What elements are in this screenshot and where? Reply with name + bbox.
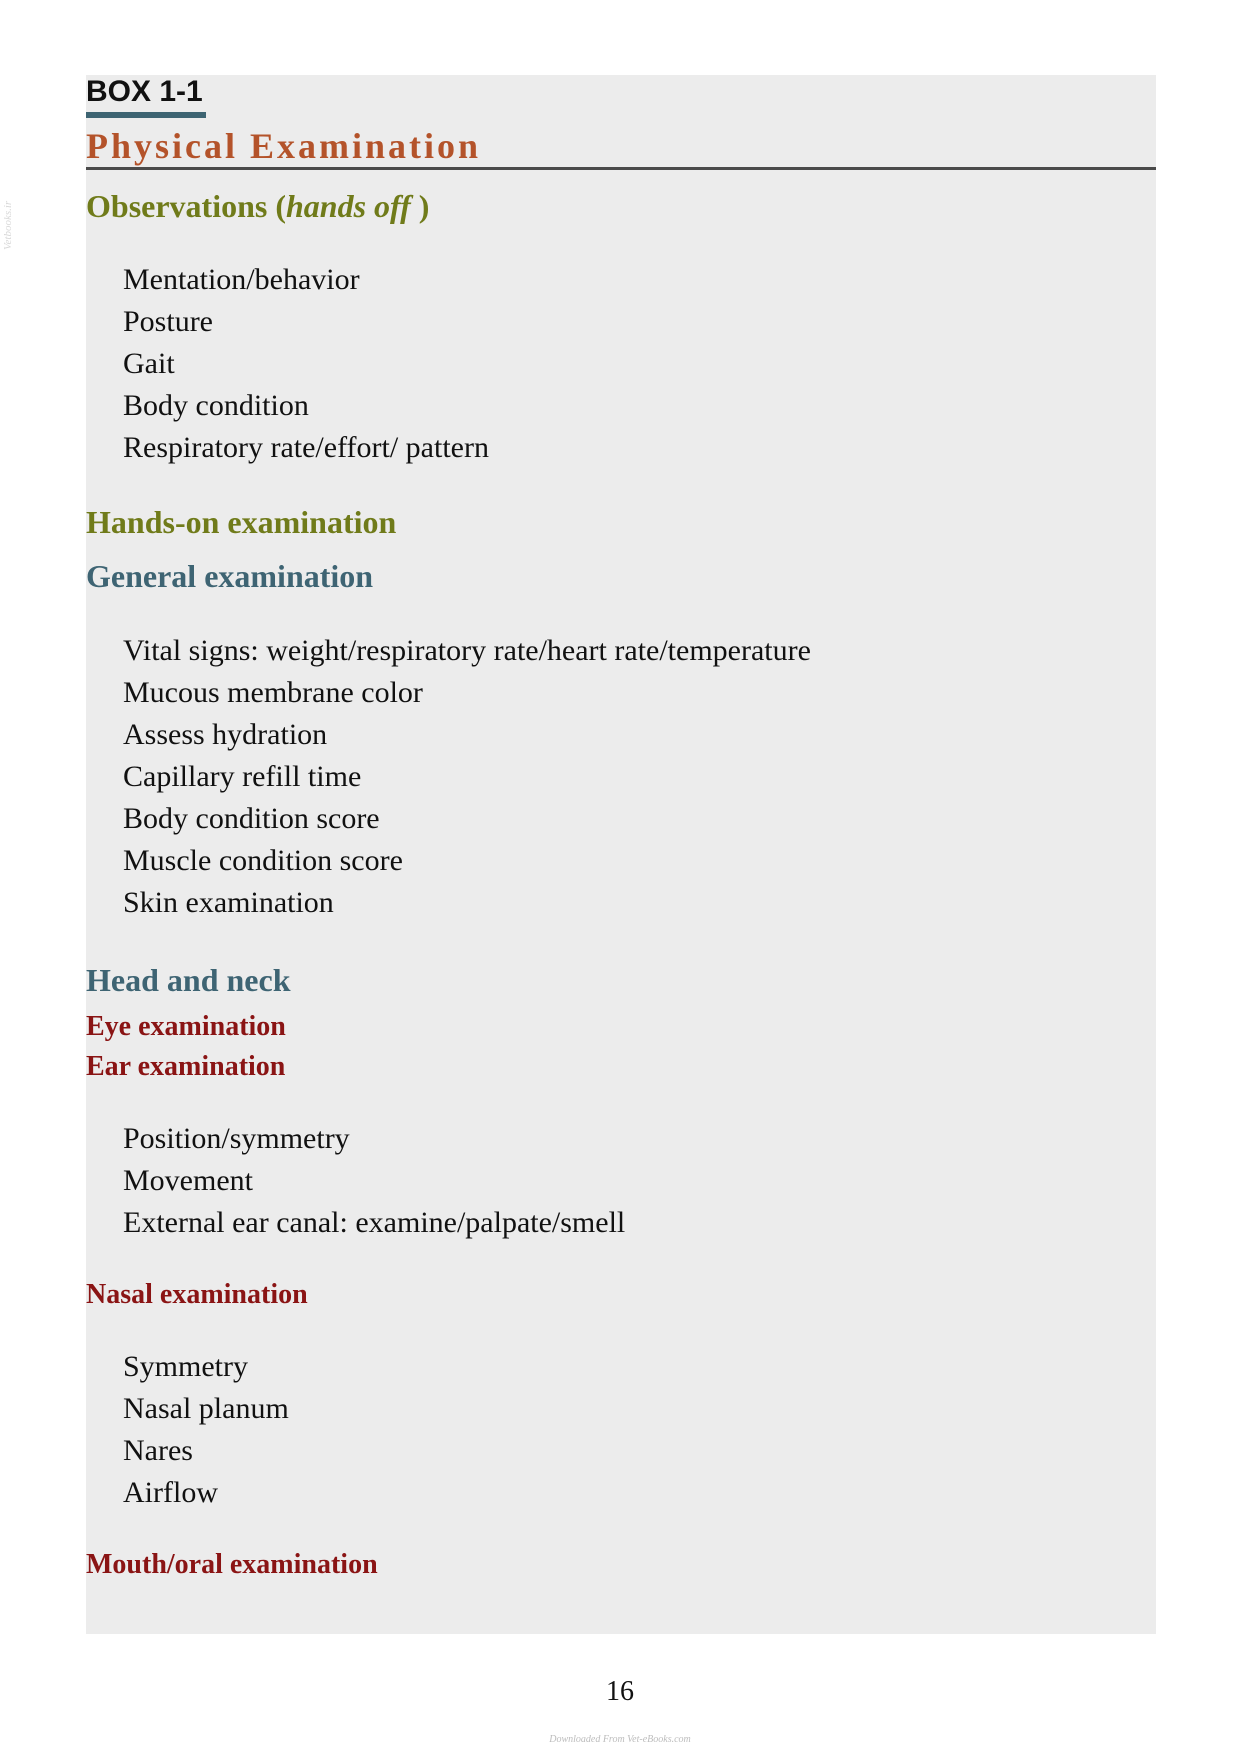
list-item: Symmetry — [123, 1350, 248, 1383]
list-item: Skin examination — [123, 886, 334, 919]
list-item: Mucous membrane color — [123, 676, 423, 709]
list-item: Airflow — [123, 1476, 218, 1509]
heading-observations-main: Observations ( — [86, 188, 286, 224]
list-item: Respiratory rate/effort/ pattern — [123, 431, 489, 464]
heading-observations-italic: hands off — [286, 188, 411, 224]
heading-hands-on: Hands-on examination — [86, 504, 397, 540]
list-item: Muscle condition score — [123, 844, 403, 877]
heading-nasal: Nasal examination — [86, 1279, 308, 1310]
box-title: Physical Examination — [86, 126, 482, 166]
list-item: Nares — [123, 1434, 193, 1467]
heading-head-neck: Head and neck — [86, 962, 291, 998]
list-item: Movement — [123, 1164, 253, 1197]
general-list — [123, 630, 811, 924]
observations-list — [123, 259, 489, 469]
list-item: Posture — [123, 305, 213, 338]
page-number: 16 — [606, 1676, 634, 1707]
ear-list — [123, 1118, 625, 1244]
list-item: External ear canal: examine/palpate/smell — [123, 1206, 626, 1239]
title-divider — [86, 167, 1156, 170]
list-item: Gait — [123, 347, 175, 380]
nasal-list — [123, 1346, 289, 1514]
heading-mouth: Mouth/oral examination — [86, 1549, 378, 1580]
list-item: Assess hydration — [123, 718, 328, 751]
list-item: Capillary refill time — [123, 760, 362, 793]
list-item: Position/symmetry — [123, 1122, 350, 1155]
list-item: Body condition — [123, 389, 309, 422]
heading-observations — [86, 186, 429, 226]
box-label-underline — [86, 112, 206, 118]
list-item: Body condition score — [123, 802, 380, 835]
heading-ear: Ear examination — [86, 1051, 286, 1082]
list-item: Vital signs: weight/respiratory rate/heart rate/temperature — [123, 634, 811, 667]
footer-watermark: Downloaded From Vet-eBooks.com — [549, 1734, 691, 1745]
list-item: Nasal planum — [123, 1392, 289, 1425]
list-item: Mentation/behavior — [123, 263, 360, 296]
box-label: BOX 1-1 — [86, 75, 203, 108]
side-watermark: Vetbooks.ir — [2, 200, 14, 250]
heading-observations-end: ) — [410, 188, 430, 224]
heading-eye: Eye examination — [86, 1011, 286, 1042]
heading-general: General examination — [86, 558, 374, 594]
